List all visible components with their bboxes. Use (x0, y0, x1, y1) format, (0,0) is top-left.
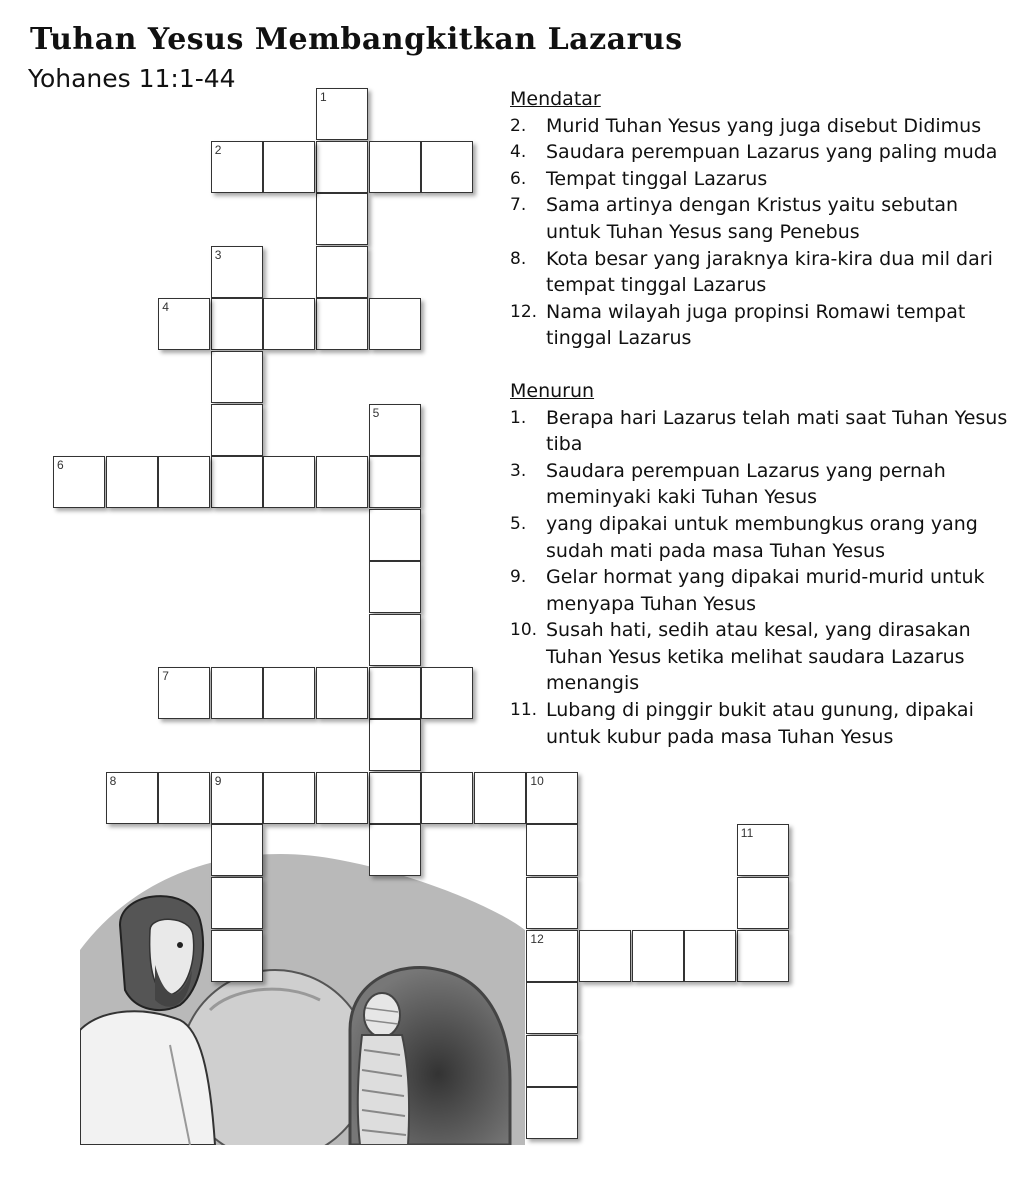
clue-number: 9. (510, 567, 527, 588)
crossword-cell[interactable] (632, 930, 684, 982)
clue-text: Saudara perempuan Lazarus yang pernah meminyaki kaki Tuhan Yesus (546, 459, 946, 509)
clue-text: yang dipakai untuk membungkus orang yang sudah mati pada masa Tuhan Yesus (546, 512, 978, 562)
illustration (80, 830, 525, 1145)
crossword-cell[interactable] (369, 404, 421, 456)
across-clue-list (510, 113, 1010, 352)
crossword-cell[interactable] (474, 772, 526, 824)
down-clue (510, 405, 1010, 458)
across-clue (510, 192, 1010, 245)
crossword-cell[interactable] (684, 930, 736, 982)
crossword-cell[interactable] (316, 141, 368, 193)
clue-text: Tempat tinggal Lazarus (546, 167, 768, 190)
crossword-cell[interactable] (53, 456, 105, 508)
clue-number: 10. (510, 620, 538, 641)
crossword-cell[interactable] (737, 930, 789, 982)
crossword-cell[interactable] (211, 456, 263, 508)
cell-number: 6 (57, 458, 64, 473)
cell-number: 2 (214, 142, 222, 157)
clue-text: Nama wilayah juga propinsi Romawi tempat tinggal Lazarus (546, 300, 966, 350)
clue-text: Murid Tuhan Yesus yang juga disebut Didimus (546, 114, 982, 137)
cell-number: 3 (214, 247, 222, 262)
crossword-cell[interactable] (421, 772, 473, 824)
clue-text: Kota besar yang jaraknya kira-kira dua mil dari tempat tinggal Lazarus (546, 247, 993, 297)
crossword-cell[interactable] (158, 298, 210, 350)
cell-number: 10 (530, 773, 544, 788)
cell-number: 11 (740, 826, 754, 841)
cell-number: 7 (162, 668, 169, 683)
crossword-cell[interactable] (369, 772, 421, 824)
clue-text: Susah hati, sedih atau kesal, yang dirasakan Tuhan Yesus ketika melihat saudara Lazarus menangis (546, 619, 971, 695)
crossword-cell[interactable] (211, 772, 263, 824)
crossword-cell[interactable] (316, 298, 368, 350)
crossword-cell[interactable] (369, 719, 421, 771)
across-clue (510, 113, 1010, 140)
down-clue (510, 697, 1010, 750)
crossword-cell[interactable] (263, 456, 315, 508)
crossword-cell[interactable] (421, 141, 473, 193)
crossword-cell[interactable] (211, 404, 263, 456)
page-subtitle: Yohanes 11:1-44 (28, 64, 236, 93)
down-clue-list (510, 405, 1010, 751)
clue-number: 3. (510, 460, 527, 481)
crossword-cell[interactable] (369, 667, 421, 719)
down-clue (510, 458, 1010, 511)
clues-panel (510, 86, 1010, 750)
crossword-cell[interactable] (526, 1087, 578, 1139)
crossword-cell[interactable] (158, 772, 210, 824)
across-heading: Mendatar (510, 88, 601, 110)
down-heading: Menurun (510, 379, 595, 402)
clue-number: 11. (510, 700, 538, 721)
clue-text: Sama artinya dengan Kristus yaitu sebutan untuk Tuhan Yesus sang Penebus (546, 194, 959, 243)
across-clue (510, 299, 1010, 352)
across-clue (510, 166, 1010, 193)
crossword-cell[interactable] (158, 456, 210, 508)
crossword-cell[interactable] (158, 667, 210, 719)
crossword-cell[interactable] (526, 877, 578, 929)
page-title: Tuhan Yesus Membangkitkan Lazarus (30, 22, 683, 57)
crossword-cell[interactable] (211, 351, 263, 403)
clue-number: 2. (510, 115, 527, 136)
crossword-cell[interactable] (263, 772, 315, 824)
crossword-cell[interactable] (316, 193, 368, 245)
cell-number: 1 (320, 90, 327, 104)
crossword-cell[interactable] (316, 667, 368, 719)
crossword-cell[interactable] (316, 772, 368, 824)
across-clue (510, 246, 1010, 299)
clue-text: Lubang di pinggir bukit atau gunung, dipakai untuk kubur pada masa Tuhan Yesus (546, 699, 974, 748)
crossword-cell[interactable] (526, 930, 578, 982)
crossword-cell[interactable] (737, 877, 789, 929)
clue-number: 12. (510, 301, 538, 322)
down-clue (510, 511, 1010, 564)
crossword-cell[interactable] (526, 1035, 578, 1087)
cell-number: 9 (214, 773, 222, 788)
crossword-cell[interactable] (421, 667, 473, 719)
crossword-cell[interactable] (211, 246, 263, 298)
crossword-cell[interactable] (316, 246, 368, 298)
crossword-cell[interactable] (526, 982, 578, 1034)
clue-number: 1. (510, 407, 527, 428)
cell-number: 5 (372, 405, 380, 420)
crossword-cell[interactable] (211, 877, 263, 929)
down-clue (510, 564, 1010, 617)
crossword-cell[interactable] (211, 298, 263, 350)
crossword-cell[interactable] (211, 930, 263, 982)
crossword-cell[interactable] (369, 456, 421, 508)
across-clue (510, 139, 1010, 166)
crossword-cell[interactable] (263, 298, 315, 350)
crossword-cell[interactable] (369, 824, 421, 876)
crossword-cell[interactable] (211, 667, 263, 719)
crossword-cell[interactable] (526, 824, 578, 876)
clue-number: 6. (510, 168, 527, 189)
cell-number: 8 (109, 773, 117, 788)
crossword-cell[interactable] (106, 772, 158, 824)
crossword-cell[interactable] (369, 141, 421, 193)
clue-text: Berapa hari Lazarus telah mati saat Tuhan Yesus tiba (546, 406, 1008, 456)
crossword-cell[interactable] (316, 88, 368, 140)
clue-text: Gelar hormat yang dipakai murid-murid untuk menyapa Tuhan Yesus (546, 566, 985, 615)
crossword-cell[interactable] (263, 667, 315, 719)
crossword-cell[interactable] (106, 456, 158, 508)
cell-number: 12 (530, 931, 544, 946)
crossword-cell[interactable] (211, 824, 263, 876)
clue-text: Saudara perempuan Lazarus yang paling muda (546, 141, 998, 164)
crossword-cell[interactable] (263, 141, 315, 193)
cell-number: 4 (162, 300, 169, 315)
clue-number: 4. (510, 142, 527, 163)
crossword-cell[interactable] (526, 772, 578, 824)
crossword-cell[interactable] (369, 298, 421, 350)
crossword-cell[interactable] (316, 456, 368, 508)
crossword-cell[interactable] (579, 930, 631, 982)
crossword-cell[interactable] (369, 561, 421, 613)
crossword-cell[interactable] (369, 614, 421, 666)
clue-number: 8. (510, 248, 527, 269)
crossword-cell[interactable] (369, 509, 421, 561)
down-clue (510, 617, 1010, 697)
crossword-cell[interactable] (737, 824, 789, 876)
clue-number: 5. (510, 513, 527, 534)
crossword-cell[interactable] (211, 141, 263, 193)
clue-number: 7. (510, 195, 527, 216)
